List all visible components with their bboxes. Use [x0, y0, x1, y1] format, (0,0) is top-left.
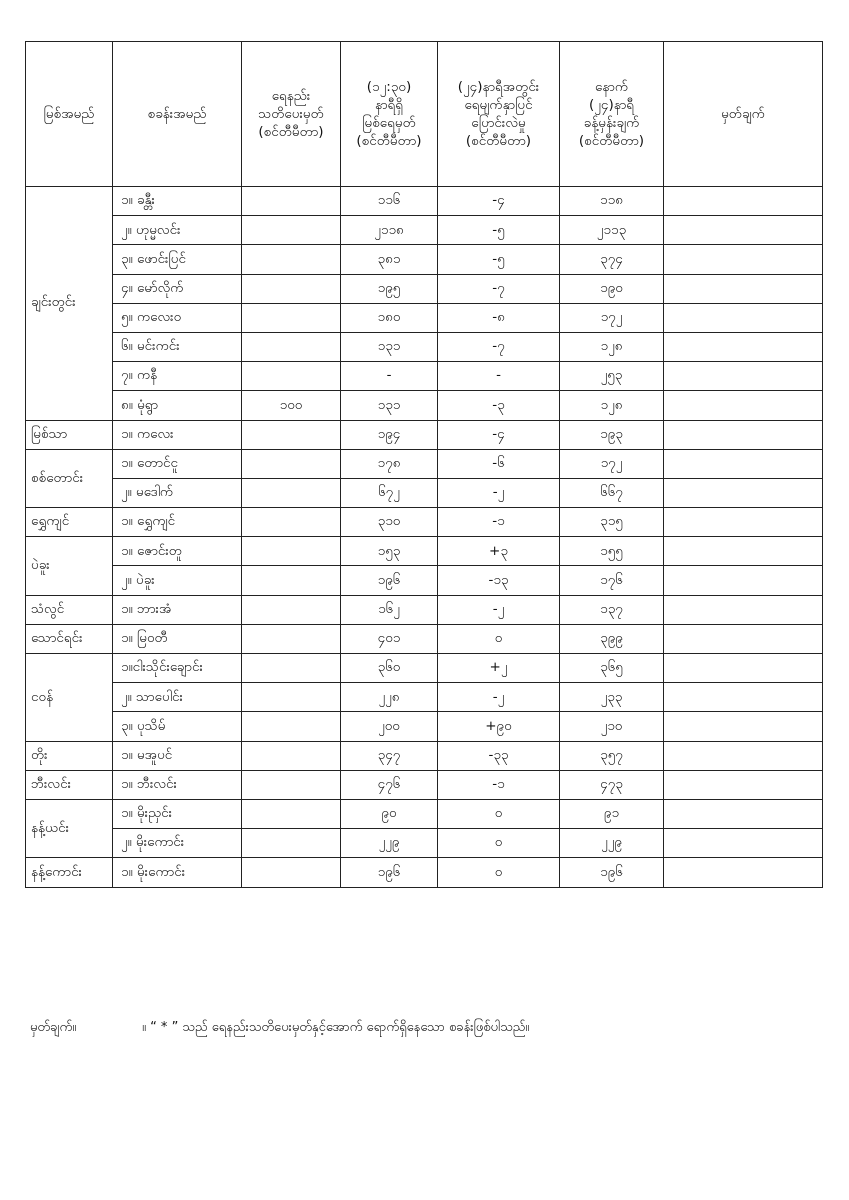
- forecast-cell: ၃၇၄: [560, 245, 664, 274]
- station-cell: ၁။ ခန္တီး: [113, 187, 242, 216]
- station-cell: ၄။ မော်လိုက်: [113, 274, 242, 303]
- table-row: [26, 391, 823, 420]
- station-cell: ၂။ ပဲခူး: [113, 566, 242, 595]
- station-cell: ၁။ မိုးညှင်း: [113, 799, 242, 828]
- table-header-row: [26, 42, 823, 187]
- change-cell: -၇: [438, 332, 560, 361]
- table-row: [26, 595, 823, 624]
- remark-cell: [664, 624, 823, 653]
- header-station: စခန်းအမည်: [113, 42, 242, 187]
- water-level-cell: ၂၂၈: [341, 683, 438, 712]
- station-cell: ၁။ ရွှေကျင်: [113, 508, 242, 537]
- table-row: [26, 829, 823, 858]
- low-warning-cell: [242, 741, 341, 770]
- remark-cell: [664, 216, 823, 245]
- remark-cell: [664, 595, 823, 624]
- station-cell: ၁။ ဘားအံ: [113, 595, 242, 624]
- footnote-label: မှတ်ချက်။: [30, 1020, 77, 1035]
- forecast-cell: ၂၁၀: [560, 712, 664, 741]
- water-level-cell: ၁၃၁: [341, 391, 438, 420]
- change-cell: -၁: [438, 770, 560, 799]
- low-warning-cell: [242, 799, 341, 828]
- table-row: [26, 537, 823, 566]
- forecast-cell: ၁၇၂: [560, 303, 664, 332]
- table-row: [26, 187, 823, 216]
- remark-cell: [664, 799, 823, 828]
- forecast-cell: ၃၅၇: [560, 741, 664, 770]
- table-row: [26, 858, 823, 887]
- water-level-cell: ၂၀၀: [341, 712, 438, 741]
- forecast-cell: ၁၃၇: [560, 595, 664, 624]
- remark-cell: [664, 712, 823, 741]
- forecast-cell: ၂၂၉: [560, 829, 664, 858]
- river-name-cell: သံလွင်: [26, 595, 113, 624]
- station-cell: ၁။ ဘီးလင်း: [113, 770, 242, 799]
- forecast-cell: ၂၁၁၃: [560, 216, 664, 245]
- low-warning-cell: [242, 245, 341, 274]
- remark-cell: [664, 537, 823, 566]
- station-cell: ၇။ ကနီ: [113, 362, 242, 391]
- remark-cell: [664, 741, 823, 770]
- water-level-cell: ၁၃၁: [341, 332, 438, 361]
- remark-cell: [664, 449, 823, 478]
- change-cell: -၄: [438, 187, 560, 216]
- change-cell: -၃၃: [438, 741, 560, 770]
- low-warning-cell: [242, 595, 341, 624]
- change-cell: -၁: [438, 508, 560, 537]
- forecast-cell: ၁၂၈: [560, 332, 664, 361]
- forecast-cell: ၉၁: [560, 799, 664, 828]
- low-warning-cell: [242, 770, 341, 799]
- station-cell: ၃။ ပုသိမ်: [113, 712, 242, 741]
- remark-cell: [664, 391, 823, 420]
- change-cell: ၀: [438, 829, 560, 858]
- forecast-cell: ၂၅၃: [560, 362, 664, 391]
- station-cell: ၂။ မဒေါက်: [113, 478, 242, 507]
- remark-cell: [664, 654, 823, 683]
- river-name-cell: နန့်ယင်း: [26, 799, 113, 857]
- forecast-cell: ၂၃၃: [560, 683, 664, 712]
- low-warning-cell: [242, 216, 341, 245]
- forecast-cell: ၃၆၅: [560, 654, 664, 683]
- water-level-cell: ၆၇၂: [341, 478, 438, 507]
- forecast-cell: ၁၇၂: [560, 449, 664, 478]
- table-row: [26, 332, 823, 361]
- low-warning-cell: ၁၀၀: [242, 391, 341, 420]
- forecast-cell: ၁၉၀: [560, 274, 664, 303]
- table-row: [26, 566, 823, 595]
- station-cell: ၃။ ဖောင်းပြင်: [113, 245, 242, 274]
- forecast-cell: ၃၉၉: [560, 624, 664, 653]
- remark-cell: [664, 508, 823, 537]
- forecast-cell: ၆၆၇: [560, 478, 664, 507]
- low-warning-cell: [242, 449, 341, 478]
- river-name-cell: ဘီးလင်း: [26, 770, 113, 799]
- table-row: [26, 712, 823, 741]
- station-cell: ၁။ မိုးကောင်း: [113, 858, 242, 887]
- station-cell: ၅။ ကလေးဝ: [113, 303, 242, 332]
- station-cell: ၁။ တောင်ငူ: [113, 449, 242, 478]
- change-cell: -၂: [438, 595, 560, 624]
- remark-cell: [664, 362, 823, 391]
- table-row: [26, 362, 823, 391]
- table-row: [26, 216, 823, 245]
- station-cell: ၁။ငါးသိုင်းချောင်း: [113, 654, 242, 683]
- table-row: [26, 654, 823, 683]
- change-cell: +၃: [438, 537, 560, 566]
- change-cell: ၀: [438, 858, 560, 887]
- river-name-cell: ချင်းတွင်း: [26, 187, 113, 421]
- change-cell: ၀: [438, 624, 560, 653]
- water-level-cell: ၁၉၄: [341, 420, 438, 449]
- change-cell: -၄: [438, 420, 560, 449]
- river-name-cell: ရွှေကျင်: [26, 508, 113, 537]
- river-name-cell: ပဲခူး: [26, 537, 113, 595]
- table-row: [26, 303, 823, 332]
- change-cell: -၅: [438, 245, 560, 274]
- water-level-cell: ၁၁၆: [341, 187, 438, 216]
- water-level-cell: ၃၄၇: [341, 741, 438, 770]
- low-warning-cell: [242, 683, 341, 712]
- station-cell: ၂။ မိုးကောင်း: [113, 829, 242, 858]
- station-cell: ၁။ ဇောင်းတူ: [113, 537, 242, 566]
- low-warning-cell: [242, 187, 341, 216]
- table-row: [26, 478, 823, 507]
- water-level-cell: -: [341, 362, 438, 391]
- change-cell: +၂: [438, 654, 560, 683]
- change-cell: ၀: [438, 799, 560, 828]
- remark-cell: [664, 274, 823, 303]
- table-row: [26, 420, 823, 449]
- change-cell: -၈: [438, 303, 560, 332]
- low-warning-cell: [242, 537, 341, 566]
- low-warning-cell: [242, 420, 341, 449]
- water-level-cell: ၁၈၀: [341, 303, 438, 332]
- low-warning-cell: [242, 624, 341, 653]
- forecast-cell: ၁၂၈: [560, 391, 664, 420]
- header-24h-forecast: နောက် (၂၄)နာရီ ခန့်မှန်းချက် (စင်တီမီတာ): [560, 42, 664, 187]
- remark-cell: [664, 303, 823, 332]
- remark-cell: [664, 478, 823, 507]
- change-cell: -၆: [438, 449, 560, 478]
- water-level-cell: ၁၇၈: [341, 449, 438, 478]
- station-cell: ၁။ ကလေး: [113, 420, 242, 449]
- river-name-cell: မြစ်သာ: [26, 420, 113, 449]
- river-name-cell: နန့်ကောင်း: [26, 858, 113, 887]
- low-warning-cell: [242, 712, 341, 741]
- water-level-table: [25, 41, 823, 888]
- low-warning-cell: [242, 858, 341, 887]
- low-warning-cell: [242, 303, 341, 332]
- change-cell: -၂: [438, 478, 560, 507]
- low-warning-cell: [242, 478, 341, 507]
- change-cell: -၃: [438, 391, 560, 420]
- change-cell: -၅: [438, 216, 560, 245]
- station-cell: ၁။ မအူပင်: [113, 741, 242, 770]
- footnote-text: ။ “ * ” သည် ရေနည်းသတိပေးမှတ်နှင့်အောက် ရောက်ရှိနေသော စခန်းဖြစ်ပါသည်။: [142, 1020, 530, 1035]
- water-level-cell: ၁၆၂: [341, 595, 438, 624]
- table-row: [26, 274, 823, 303]
- table-row: [26, 683, 823, 712]
- footnote: [30, 1019, 529, 1038]
- water-level-cell: ၂၂၉: [341, 829, 438, 858]
- table-row: [26, 741, 823, 770]
- forecast-cell: ၁၁၈: [560, 187, 664, 216]
- table-row: [26, 799, 823, 828]
- water-level-cell: ၁၅၃: [341, 537, 438, 566]
- water-level-cell: ၁၉၅: [341, 274, 438, 303]
- table-row: [26, 508, 823, 537]
- header-24h-change: (၂၄)နာရီအတွင်း ရေမျက်နှာပြင် ပြောင်းလဲမှု (စင်တီမီတာ): [438, 42, 560, 187]
- remark-cell: [664, 332, 823, 361]
- header-remarks: မှတ်ချက်: [664, 42, 823, 187]
- table-row: [26, 624, 823, 653]
- water-level-cell: ၃၈၁: [341, 245, 438, 274]
- water-level-cell: ၄၀၁: [341, 624, 438, 653]
- water-level-cell: ၂၁၁၈: [341, 216, 438, 245]
- header-low-warning-level: ရေနည်း သတိပေးမှတ် (စင်တီမီတာ): [242, 42, 341, 187]
- river-name-cell: တိုး: [26, 741, 113, 770]
- table-row: [26, 770, 823, 799]
- station-cell: ၂။ ဟုမ္မလင်း: [113, 216, 242, 245]
- water-level-cell: ၉၀: [341, 799, 438, 828]
- change-cell: +၉၀: [438, 712, 560, 741]
- low-warning-cell: [242, 829, 341, 858]
- remark-cell: [664, 245, 823, 274]
- forecast-cell: ၃၁၅: [560, 508, 664, 537]
- low-warning-cell: [242, 508, 341, 537]
- table-row: [26, 245, 823, 274]
- remark-cell: [664, 187, 823, 216]
- change-cell: -: [438, 362, 560, 391]
- header-current-level: (၁၂:၃၀) နာရီရှိ မြစ်ရေမှတ် (စင်တီမီတာ): [341, 42, 438, 187]
- table-row: [26, 449, 823, 478]
- river-name-cell: စစ်တောင်း: [26, 449, 113, 507]
- table-body: [26, 187, 823, 888]
- low-warning-cell: [242, 654, 341, 683]
- forecast-cell: ၁၉၃: [560, 420, 664, 449]
- water-level-cell: ၁၉၆: [341, 566, 438, 595]
- low-warning-cell: [242, 362, 341, 391]
- remark-cell: [664, 770, 823, 799]
- remark-cell: [664, 858, 823, 887]
- change-cell: -၇: [438, 274, 560, 303]
- station-cell: ၈။ မုံရွာ: [113, 391, 242, 420]
- station-cell: ၂။ သာပေါင်း: [113, 683, 242, 712]
- remark-cell: [664, 829, 823, 858]
- header-river: မြစ်အမည်: [26, 42, 113, 187]
- change-cell: -၁၃: [438, 566, 560, 595]
- low-warning-cell: [242, 332, 341, 361]
- forecast-cell: ၁၅၅: [560, 537, 664, 566]
- forecast-cell: ၁၉၆: [560, 858, 664, 887]
- low-warning-cell: [242, 274, 341, 303]
- change-cell: -၂: [438, 683, 560, 712]
- remark-cell: [664, 566, 823, 595]
- low-warning-cell: [242, 566, 341, 595]
- forecast-cell: ၁၇၆: [560, 566, 664, 595]
- station-cell: ၆။ မင်းကင်း: [113, 332, 242, 361]
- water-level-cell: ၄၇၆: [341, 770, 438, 799]
- water-level-cell: ၃၆၀: [341, 654, 438, 683]
- forecast-cell: ၄၇၃: [560, 770, 664, 799]
- water-level-cell: ၁၉၆: [341, 858, 438, 887]
- remark-cell: [664, 420, 823, 449]
- water-level-cell: ၃၁၀: [341, 508, 438, 537]
- river-name-cell: သောင်ရင်း: [26, 624, 113, 653]
- station-cell: ၁။ မြဝတီ: [113, 624, 242, 653]
- river-name-cell: ငဝန်: [26, 654, 113, 742]
- remark-cell: [664, 683, 823, 712]
